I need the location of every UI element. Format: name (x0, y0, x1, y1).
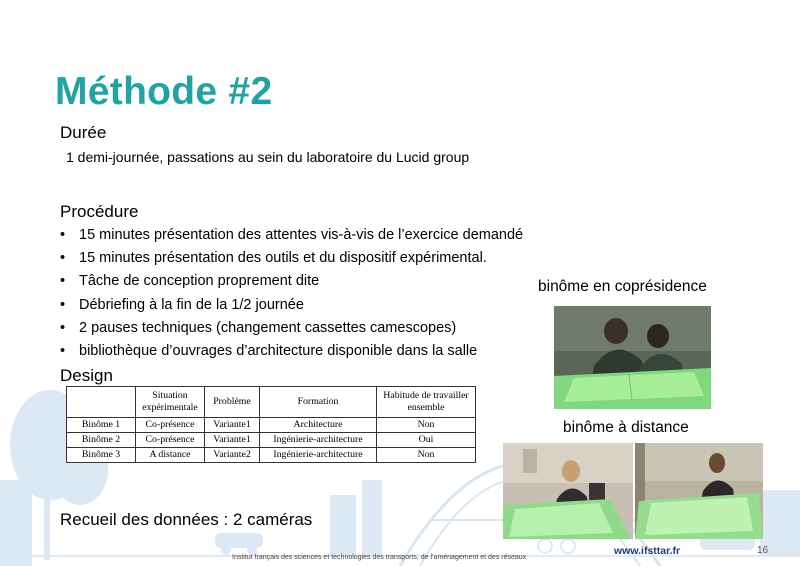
bullet-icon: • (60, 227, 66, 243)
table-cell: Ingénierie-architecture (260, 448, 377, 463)
bullet-icon: • (60, 296, 66, 313)
recueil-text: Recueil des données : 2 caméras (60, 510, 313, 529)
procedure-heading: Procédure (60, 202, 139, 221)
design-heading: Design (60, 366, 113, 385)
caption-copresence: binôme en coprésidence (538, 278, 707, 295)
list-item-text: 15 minutes présentation des attentes vis-à-vis de l’exercice demandé (79, 227, 524, 243)
table-row (67, 418, 476, 433)
footer-institute: Institut français des sciences et technologies des transports, de l’aménagement et des réseaux (232, 554, 527, 561)
list-item-text: 2 pauses techniques (changement cassettes camescopes) (79, 319, 457, 336)
table-cell: Variante1 (205, 418, 260, 433)
table-cell: Binôme 2 (67, 433, 136, 448)
list-item (60, 270, 523, 293)
table-header-cell: Habitude de travailler ensemble (377, 387, 476, 418)
table-cell: Co-présence (136, 418, 205, 433)
table-header-cell: Situation expérimentale (136, 387, 205, 418)
table-row (67, 448, 476, 463)
table-cell: Non (377, 418, 476, 433)
distance-photo-left (503, 443, 633, 539)
caption-distance: binôme à distance (563, 419, 689, 436)
table-cell: Variante2 (205, 448, 260, 463)
list-item (60, 247, 523, 270)
table-cell: Non (377, 448, 476, 463)
table-cell: Oui (377, 433, 476, 448)
procedure-list (60, 224, 523, 363)
table-cell: Ingénierie-architecture (260, 433, 377, 448)
design-table (66, 386, 476, 463)
table-header-cell: Problème (205, 387, 260, 418)
table-cell: A distance (136, 448, 205, 463)
slide-title: Méthode #2 (55, 70, 273, 113)
bullet-icon: • (60, 273, 66, 290)
table-cell: Binôme 1 (67, 418, 136, 433)
list-item (60, 340, 523, 363)
table-row (67, 433, 476, 448)
table-header-row (67, 387, 476, 418)
duree-text: 1 demi-journée, passations au sein du laboratoire du Lucid group (66, 149, 470, 165)
table-cell: Architecture (260, 418, 377, 433)
distance-photo-right (635, 443, 763, 539)
list-item (60, 294, 523, 317)
duree-heading: Durée (60, 123, 107, 142)
list-item (60, 317, 523, 340)
list-item-text: 15 minutes présentation des outils et du dispositif expérimental. (79, 250, 487, 267)
copresence-photo (554, 306, 711, 409)
footer-url[interactable]: www.ifsttar.fr (614, 545, 681, 557)
list-item-text: bibliothèque d’ouvrages d’architecture disponible dans la salle (79, 342, 478, 359)
table-cell: Variante1 (205, 433, 260, 448)
page-number: 16 (757, 545, 769, 556)
list-item (60, 224, 523, 247)
bullet-icon: • (60, 342, 66, 359)
table-cell: Co-présence (136, 433, 205, 448)
bullet-icon: • (60, 250, 66, 267)
list-item-text: Débriefing à la fin de la 1/2 journée (79, 296, 304, 313)
table-cell: Binôme 3 (67, 448, 136, 463)
table-header-cell (67, 387, 136, 418)
bullet-icon: • (60, 319, 66, 336)
list-item-text: Tâche de conception proprement dite (79, 273, 320, 290)
table-header-cell: Formation (260, 387, 377, 418)
